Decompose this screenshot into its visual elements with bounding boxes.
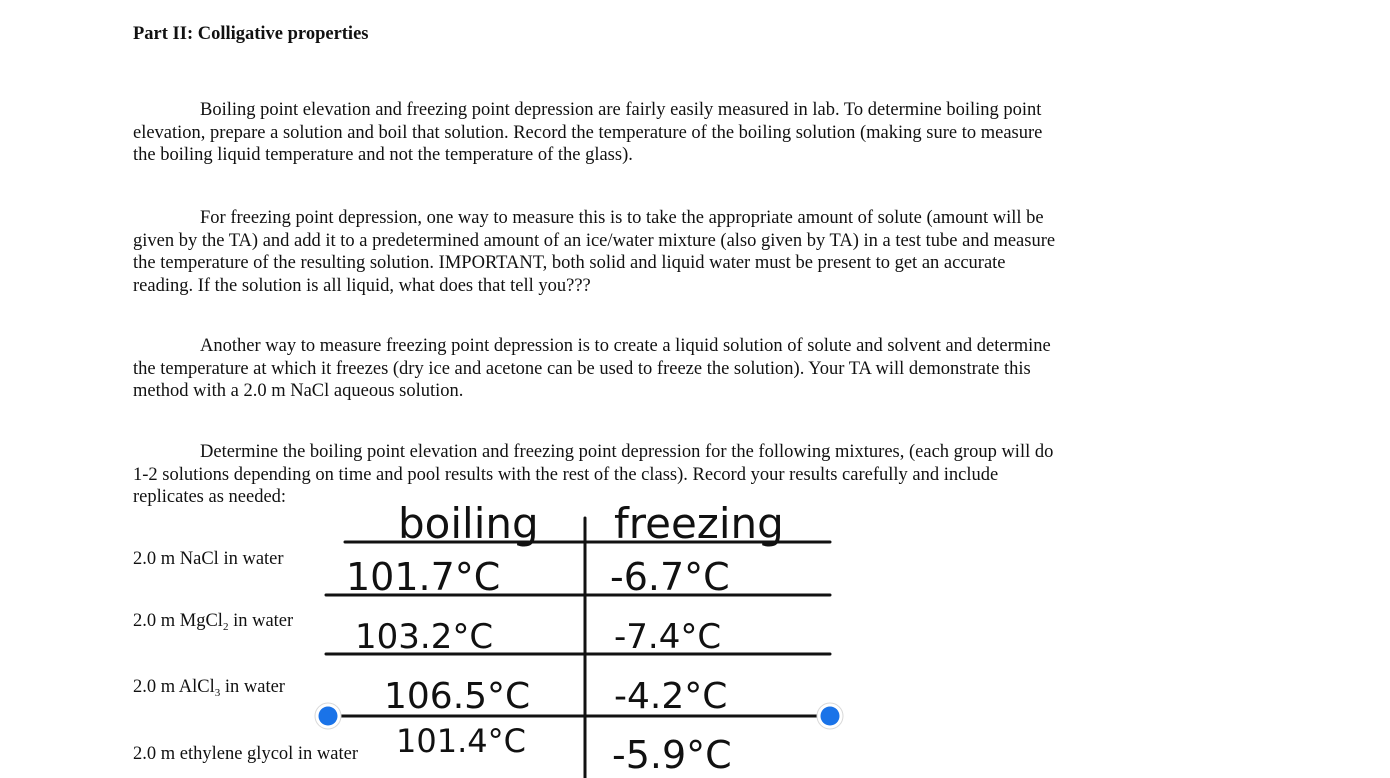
mixture-label-text: 2.0 m AlCl [133,677,215,697]
paragraph-boiling-point: Boiling point elevation and freezing point depression are fairly easily measured in lab. To determine boiling point elevation, prepare a solution and boil that solution. Record the temperature of the boiling solution (making sure to measure the boiling liquid temperature and not the temperature of the glass). [133,100,1043,166]
section-heading: Part II: Colligative properties [133,24,369,44]
freezing-header-text: freezing [614,499,784,548]
selection-handle-left[interactable] [315,703,341,729]
mixture-label-text: 2.0 m NaCl in water [133,549,284,569]
freezing-value-ethylene-glycol: -5.9°C [612,733,732,777]
paragraph-freezing-point-method-2: Another way to measure freezing point depression is to create a liquid solution of solute and solvent and determine the temperature at which it freezes (dry ice and acetone can be used to freeze the solution). Your TA will demonstrate this method with a 2.0 m NaCl aqueous solution. [133,336,1051,402]
mixture-subscript: 2 [222,621,229,633]
mixture-label-text: 2.0 m MgCl [133,611,223,631]
freezing-value-mgcl2: -7.4°C [614,617,722,657]
paragraph-freezing-point-method-1: For freezing point depression, one way to measure this is to take the appropriate amount of solute (amount will be given by the TA) and add it to a predetermined amount of an ice/water mixture (also given by TA) in a test tube and measure the temperature of the resulting solution. IMPORTANT, both solid and liquid water must be present to get an accurate reading. If the solution is all liquid, what does that tell you??? [133,208,1056,296]
mixture-label-suffix: in water [228,611,294,631]
freezing-value-nacl: -6.7°C [610,555,730,599]
freezing-value-alcl3: -4.2°C [614,676,728,717]
mixture-label-text: 2.0 m ethylene glycol in water [133,744,359,764]
paragraph-instructions: Determine the boiling point elevation and freezing point depression for the following mixtures, (each group will do 1-2 solutions depending on time and pool results with the rest of the class). Record your results carefully and include replicates as needed: [133,442,1054,508]
mixture-label-suffix: in water [220,677,285,697]
boiling-header-text: boiling [398,499,539,548]
boiling-value-nacl: 101.7°C [346,555,501,599]
boiling-value-alcl3: 106.5°C [384,676,531,717]
mixture-subscript: 3 [214,687,221,699]
boiling-value-mgcl2: 103.2°C [355,617,494,657]
boiling-value-ethylene-glycol: 101.4°C [396,722,526,760]
selection-handle-right[interactable] [817,703,843,729]
